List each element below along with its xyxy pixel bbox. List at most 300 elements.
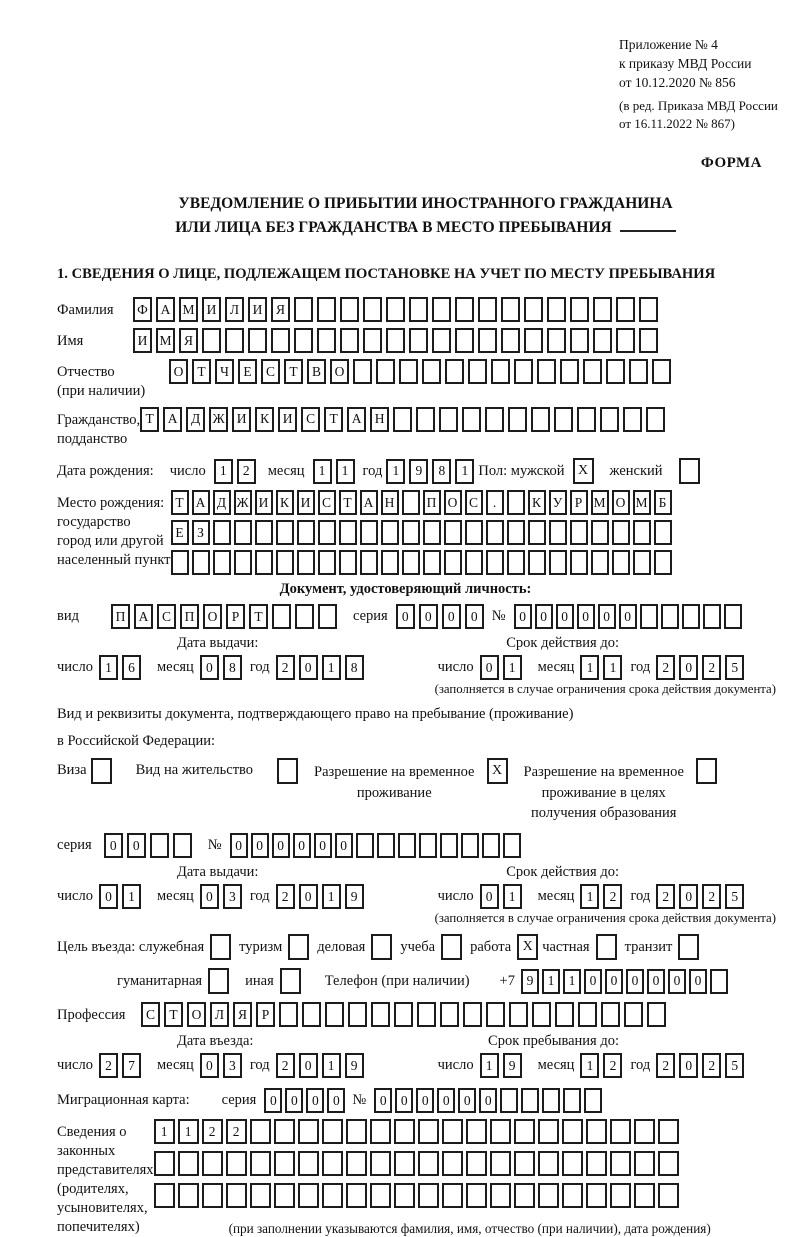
char-box[interactable] bbox=[318, 550, 336, 575]
char-box[interactable] bbox=[507, 520, 525, 545]
char-box[interactable]: 0 bbox=[299, 1053, 318, 1078]
char-box[interactable] bbox=[363, 297, 382, 322]
char-box[interactable]: М bbox=[156, 328, 175, 353]
char-box[interactable] bbox=[549, 550, 567, 575]
char-box[interactable]: 0 bbox=[293, 833, 311, 858]
char-box[interactable] bbox=[591, 550, 609, 575]
char-box[interactable] bbox=[225, 328, 244, 353]
char-box[interactable] bbox=[528, 520, 546, 545]
char-box[interactable] bbox=[629, 359, 648, 384]
char-box[interactable] bbox=[295, 604, 314, 629]
char-box[interactable]: Я bbox=[271, 297, 290, 322]
char-box[interactable]: 0 bbox=[327, 1088, 345, 1113]
char-box[interactable]: 5 bbox=[725, 884, 744, 909]
char-box[interactable] bbox=[393, 407, 412, 432]
purpose-other-checkbox[interactable] bbox=[280, 968, 301, 994]
char-box[interactable] bbox=[276, 550, 294, 575]
char-box[interactable]: 1 bbox=[322, 884, 341, 909]
purpose-study-checkbox[interactable] bbox=[441, 934, 462, 960]
char-box[interactable]: 0 bbox=[465, 604, 484, 629]
char-box[interactable] bbox=[317, 297, 336, 322]
char-box[interactable] bbox=[298, 1183, 319, 1208]
char-box[interactable]: 1 bbox=[563, 969, 581, 994]
char-box[interactable] bbox=[386, 328, 405, 353]
char-box[interactable]: 0 bbox=[230, 833, 248, 858]
char-box[interactable] bbox=[703, 604, 721, 629]
char-box[interactable] bbox=[563, 1088, 581, 1113]
char-box[interactable] bbox=[616, 328, 635, 353]
char-box[interactable] bbox=[547, 297, 566, 322]
char-box[interactable] bbox=[710, 969, 728, 994]
char-box[interactable] bbox=[658, 1183, 679, 1208]
char-box[interactable]: Ч bbox=[215, 359, 234, 384]
char-box[interactable] bbox=[646, 407, 665, 432]
char-box[interactable]: 1 bbox=[122, 884, 141, 909]
char-box[interactable] bbox=[432, 297, 451, 322]
char-box[interactable] bbox=[409, 297, 428, 322]
char-box[interactable] bbox=[508, 407, 527, 432]
char-box[interactable]: 7 bbox=[122, 1053, 141, 1078]
char-box[interactable]: И bbox=[133, 328, 152, 353]
char-box[interactable] bbox=[486, 1002, 505, 1027]
char-box[interactable]: 0 bbox=[335, 833, 353, 858]
char-box[interactable]: 0 bbox=[556, 604, 574, 629]
char-box[interactable]: Т bbox=[324, 407, 343, 432]
char-box[interactable] bbox=[439, 407, 458, 432]
char-box[interactable] bbox=[294, 297, 313, 322]
char-box[interactable] bbox=[466, 1183, 487, 1208]
char-box[interactable] bbox=[255, 550, 273, 575]
char-box[interactable]: 1 bbox=[322, 1053, 341, 1078]
char-box[interactable]: 1 bbox=[603, 655, 622, 680]
char-box[interactable] bbox=[272, 604, 291, 629]
char-box[interactable]: 1 bbox=[336, 459, 355, 484]
char-box[interactable] bbox=[537, 359, 556, 384]
char-box[interactable]: 0 bbox=[395, 1088, 413, 1113]
char-box[interactable] bbox=[318, 604, 337, 629]
char-box[interactable] bbox=[226, 1183, 247, 1208]
char-box[interactable]: 2 bbox=[702, 655, 721, 680]
char-box[interactable] bbox=[271, 328, 290, 353]
char-box[interactable] bbox=[623, 407, 642, 432]
purpose-work-checkbox[interactable]: X bbox=[517, 934, 538, 960]
residence-permit-checkbox[interactable] bbox=[277, 758, 298, 784]
char-box[interactable]: 0 bbox=[396, 604, 415, 629]
char-box[interactable] bbox=[250, 1119, 271, 1144]
char-box[interactable]: Т bbox=[249, 604, 268, 629]
char-box[interactable] bbox=[570, 297, 589, 322]
char-box[interactable]: 1 bbox=[580, 655, 599, 680]
char-box[interactable]: Ф bbox=[133, 297, 152, 322]
char-box[interactable]: О bbox=[330, 359, 349, 384]
char-box[interactable] bbox=[202, 1151, 223, 1176]
char-box[interactable] bbox=[634, 1119, 655, 1144]
char-box[interactable] bbox=[531, 407, 550, 432]
purpose-business-checkbox[interactable] bbox=[371, 934, 392, 960]
char-box[interactable] bbox=[612, 520, 630, 545]
char-box[interactable] bbox=[370, 1151, 391, 1176]
visa-checkbox[interactable] bbox=[91, 758, 112, 784]
char-box[interactable] bbox=[445, 359, 464, 384]
char-box[interactable] bbox=[514, 1183, 535, 1208]
char-box[interactable]: 1 bbox=[503, 655, 522, 680]
char-box[interactable] bbox=[444, 520, 462, 545]
char-box[interactable] bbox=[399, 359, 418, 384]
char-box[interactable] bbox=[482, 833, 500, 858]
char-box[interactable] bbox=[465, 520, 483, 545]
char-box[interactable]: И bbox=[232, 407, 251, 432]
char-box[interactable] bbox=[377, 833, 395, 858]
char-box[interactable] bbox=[339, 550, 357, 575]
char-box[interactable] bbox=[478, 297, 497, 322]
char-box[interactable] bbox=[606, 359, 625, 384]
char-box[interactable]: И bbox=[278, 407, 297, 432]
char-box[interactable] bbox=[654, 520, 672, 545]
char-box[interactable] bbox=[624, 1002, 643, 1027]
char-box[interactable]: 2 bbox=[656, 655, 675, 680]
char-box[interactable]: О bbox=[169, 359, 188, 384]
char-box[interactable] bbox=[171, 550, 189, 575]
char-box[interactable]: Л bbox=[225, 297, 244, 322]
char-box[interactable] bbox=[274, 1183, 295, 1208]
char-box[interactable]: 3 bbox=[223, 1053, 242, 1078]
char-box[interactable]: 0 bbox=[127, 833, 146, 858]
char-box[interactable] bbox=[248, 328, 267, 353]
char-box[interactable] bbox=[255, 520, 273, 545]
char-box[interactable]: Т bbox=[192, 359, 211, 384]
char-box[interactable] bbox=[562, 1119, 583, 1144]
char-box[interactable]: 0 bbox=[647, 969, 665, 994]
char-box[interactable]: К bbox=[528, 490, 546, 515]
char-box[interactable] bbox=[340, 297, 359, 322]
char-box[interactable] bbox=[418, 1183, 439, 1208]
char-box[interactable] bbox=[490, 1151, 511, 1176]
char-box[interactable] bbox=[634, 1151, 655, 1176]
char-box[interactable] bbox=[583, 359, 602, 384]
char-box[interactable] bbox=[213, 550, 231, 575]
char-box[interactable]: 8 bbox=[223, 655, 242, 680]
char-box[interactable]: 0 bbox=[598, 604, 616, 629]
char-box[interactable] bbox=[661, 604, 679, 629]
char-box[interactable]: 0 bbox=[285, 1088, 303, 1113]
char-box[interactable]: 1 bbox=[503, 884, 522, 909]
char-box[interactable]: 1 bbox=[178, 1119, 199, 1144]
char-box[interactable] bbox=[601, 1002, 620, 1027]
char-box[interactable] bbox=[381, 520, 399, 545]
char-box[interactable] bbox=[658, 1151, 679, 1176]
char-box[interactable] bbox=[593, 297, 612, 322]
char-box[interactable]: З bbox=[192, 520, 210, 545]
char-box[interactable]: 0 bbox=[626, 969, 644, 994]
char-box[interactable]: . bbox=[486, 490, 504, 515]
char-box[interactable] bbox=[462, 407, 481, 432]
char-box[interactable]: Е bbox=[171, 520, 189, 545]
char-box[interactable]: П bbox=[180, 604, 199, 629]
char-box[interactable]: К bbox=[255, 407, 274, 432]
char-box[interactable] bbox=[234, 520, 252, 545]
char-box[interactable] bbox=[538, 1119, 559, 1144]
char-box[interactable] bbox=[274, 1151, 295, 1176]
char-box[interactable] bbox=[371, 1002, 390, 1027]
char-box[interactable] bbox=[419, 833, 437, 858]
char-box[interactable] bbox=[584, 1088, 602, 1113]
char-box[interactable] bbox=[297, 550, 315, 575]
char-box[interactable]: 9 bbox=[503, 1053, 522, 1078]
char-box[interactable] bbox=[416, 407, 435, 432]
char-box[interactable] bbox=[600, 407, 619, 432]
char-box[interactable] bbox=[409, 328, 428, 353]
char-box[interactable]: Ж bbox=[209, 407, 228, 432]
char-box[interactable] bbox=[461, 833, 479, 858]
char-box[interactable] bbox=[463, 1002, 482, 1027]
char-box[interactable]: 2 bbox=[702, 884, 721, 909]
char-box[interactable]: 0 bbox=[679, 884, 698, 909]
char-box[interactable]: А bbox=[156, 297, 175, 322]
char-box[interactable] bbox=[294, 328, 313, 353]
char-box[interactable]: 9 bbox=[345, 884, 364, 909]
char-box[interactable] bbox=[213, 520, 231, 545]
char-box[interactable] bbox=[381, 550, 399, 575]
char-box[interactable] bbox=[353, 359, 372, 384]
char-box[interactable] bbox=[612, 550, 630, 575]
char-box[interactable]: Я bbox=[179, 328, 198, 353]
char-box[interactable] bbox=[466, 1119, 487, 1144]
char-box[interactable] bbox=[465, 550, 483, 575]
char-box[interactable] bbox=[486, 550, 504, 575]
char-box[interactable] bbox=[501, 328, 520, 353]
char-box[interactable]: 2 bbox=[99, 1053, 118, 1078]
char-box[interactable] bbox=[486, 520, 504, 545]
char-box[interactable] bbox=[442, 1183, 463, 1208]
char-box[interactable]: 0 bbox=[480, 655, 499, 680]
char-box[interactable] bbox=[490, 1183, 511, 1208]
char-box[interactable]: С bbox=[318, 490, 336, 515]
char-box[interactable] bbox=[521, 1088, 539, 1113]
char-box[interactable] bbox=[340, 328, 359, 353]
char-box[interactable] bbox=[394, 1183, 415, 1208]
char-box[interactable]: 5 bbox=[725, 655, 744, 680]
char-box[interactable]: 1 bbox=[214, 459, 233, 484]
char-box[interactable]: С bbox=[261, 359, 280, 384]
char-box[interactable]: Т bbox=[339, 490, 357, 515]
char-box[interactable]: Т bbox=[164, 1002, 183, 1027]
char-box[interactable] bbox=[610, 1183, 631, 1208]
char-box[interactable]: У bbox=[549, 490, 567, 515]
char-box[interactable]: Я bbox=[233, 1002, 252, 1027]
char-box[interactable]: 2 bbox=[202, 1119, 223, 1144]
char-box[interactable]: Т bbox=[284, 359, 303, 384]
char-box[interactable] bbox=[724, 604, 742, 629]
char-box[interactable]: Н bbox=[381, 490, 399, 515]
char-box[interactable] bbox=[178, 1183, 199, 1208]
char-box[interactable] bbox=[538, 1151, 559, 1176]
char-box[interactable]: 2 bbox=[603, 884, 622, 909]
char-box[interactable] bbox=[500, 1088, 518, 1113]
char-box[interactable]: 0 bbox=[200, 655, 219, 680]
char-box[interactable]: 8 bbox=[345, 655, 364, 680]
char-box[interactable]: 9 bbox=[345, 1053, 364, 1078]
char-box[interactable] bbox=[652, 359, 671, 384]
char-box[interactable] bbox=[554, 407, 573, 432]
char-box[interactable]: 2 bbox=[276, 1053, 295, 1078]
char-box[interactable] bbox=[440, 1002, 459, 1027]
char-box[interactable] bbox=[562, 1183, 583, 1208]
char-box[interactable]: 0 bbox=[514, 604, 532, 629]
char-box[interactable]: 0 bbox=[314, 833, 332, 858]
char-box[interactable] bbox=[376, 359, 395, 384]
char-box[interactable]: 2 bbox=[276, 655, 295, 680]
char-box[interactable] bbox=[577, 407, 596, 432]
char-box[interactable] bbox=[578, 1002, 597, 1027]
char-box[interactable] bbox=[346, 1119, 367, 1144]
char-box[interactable] bbox=[250, 1151, 271, 1176]
char-box[interactable]: 0 bbox=[479, 1088, 497, 1113]
char-box[interactable]: 0 bbox=[577, 604, 595, 629]
char-box[interactable] bbox=[468, 359, 487, 384]
char-box[interactable] bbox=[444, 550, 462, 575]
char-box[interactable] bbox=[402, 550, 420, 575]
char-box[interactable] bbox=[202, 1183, 223, 1208]
char-box[interactable]: О bbox=[612, 490, 630, 515]
char-box[interactable]: Т bbox=[140, 407, 159, 432]
char-box[interactable]: А bbox=[134, 604, 153, 629]
char-box[interactable]: Е bbox=[238, 359, 257, 384]
char-box[interactable]: Р bbox=[256, 1002, 275, 1027]
char-box[interactable] bbox=[562, 1151, 583, 1176]
char-box[interactable]: 1 bbox=[322, 655, 341, 680]
char-box[interactable] bbox=[356, 833, 374, 858]
char-box[interactable] bbox=[639, 328, 658, 353]
char-box[interactable]: 0 bbox=[535, 604, 553, 629]
char-box[interactable]: 0 bbox=[299, 884, 318, 909]
char-box[interactable]: 0 bbox=[605, 969, 623, 994]
char-box[interactable]: 0 bbox=[458, 1088, 476, 1113]
char-box[interactable] bbox=[276, 520, 294, 545]
char-box[interactable] bbox=[570, 328, 589, 353]
char-box[interactable]: 6 bbox=[122, 655, 141, 680]
char-box[interactable] bbox=[402, 490, 420, 515]
char-box[interactable]: А bbox=[163, 407, 182, 432]
char-box[interactable]: 0 bbox=[679, 1053, 698, 1078]
char-box[interactable] bbox=[560, 359, 579, 384]
char-box[interactable]: Р bbox=[570, 490, 588, 515]
char-box[interactable] bbox=[503, 833, 521, 858]
char-box[interactable] bbox=[423, 550, 441, 575]
char-box[interactable]: И bbox=[248, 297, 267, 322]
char-box[interactable]: С bbox=[465, 490, 483, 515]
char-box[interactable]: 9 bbox=[409, 459, 428, 484]
char-box[interactable] bbox=[322, 1119, 343, 1144]
char-box[interactable] bbox=[234, 550, 252, 575]
char-box[interactable]: 5 bbox=[725, 1053, 744, 1078]
char-box[interactable] bbox=[547, 328, 566, 353]
char-box[interactable] bbox=[538, 1183, 559, 1208]
char-box[interactable]: 2 bbox=[226, 1119, 247, 1144]
char-box[interactable] bbox=[616, 297, 635, 322]
char-box[interactable] bbox=[490, 1119, 511, 1144]
char-box[interactable]: 2 bbox=[656, 1053, 675, 1078]
char-box[interactable]: 0 bbox=[374, 1088, 392, 1113]
char-box[interactable]: О bbox=[187, 1002, 206, 1027]
char-box[interactable]: 2 bbox=[276, 884, 295, 909]
char-box[interactable]: Л bbox=[210, 1002, 229, 1027]
char-box[interactable] bbox=[386, 297, 405, 322]
char-box[interactable]: О bbox=[444, 490, 462, 515]
char-box[interactable] bbox=[491, 359, 510, 384]
char-box[interactable] bbox=[639, 297, 658, 322]
char-box[interactable] bbox=[442, 1119, 463, 1144]
sex-female-checkbox[interactable] bbox=[679, 458, 700, 484]
char-box[interactable]: 1 bbox=[480, 1053, 499, 1078]
char-box[interactable]: 0 bbox=[584, 969, 602, 994]
char-box[interactable]: 0 bbox=[104, 833, 123, 858]
char-box[interactable]: 0 bbox=[668, 969, 686, 994]
char-box[interactable]: М bbox=[179, 297, 198, 322]
char-box[interactable] bbox=[654, 550, 672, 575]
char-box[interactable] bbox=[226, 1151, 247, 1176]
char-box[interactable]: С bbox=[301, 407, 320, 432]
char-box[interactable] bbox=[586, 1119, 607, 1144]
char-box[interactable] bbox=[370, 1183, 391, 1208]
temp-permit-checkbox[interactable]: X bbox=[487, 758, 508, 784]
char-box[interactable] bbox=[173, 833, 192, 858]
char-box[interactable] bbox=[455, 297, 474, 322]
char-box[interactable] bbox=[363, 328, 382, 353]
char-box[interactable]: 0 bbox=[99, 884, 118, 909]
char-box[interactable]: 0 bbox=[419, 604, 438, 629]
char-box[interactable]: Ж bbox=[234, 490, 252, 515]
char-box[interactable]: 2 bbox=[656, 884, 675, 909]
char-box[interactable]: 9 bbox=[521, 969, 539, 994]
char-box[interactable] bbox=[192, 550, 210, 575]
char-box[interactable] bbox=[610, 1151, 631, 1176]
char-box[interactable] bbox=[402, 520, 420, 545]
char-box[interactable]: 1 bbox=[99, 655, 118, 680]
char-box[interactable]: 0 bbox=[437, 1088, 455, 1113]
char-box[interactable] bbox=[634, 1183, 655, 1208]
purpose-tourism-checkbox[interactable] bbox=[288, 934, 309, 960]
char-box[interactable] bbox=[346, 1151, 367, 1176]
char-box[interactable]: 0 bbox=[299, 655, 318, 680]
char-box[interactable]: И bbox=[202, 297, 221, 322]
char-box[interactable] bbox=[524, 328, 543, 353]
char-box[interactable] bbox=[455, 328, 474, 353]
char-box[interactable] bbox=[514, 359, 533, 384]
char-box[interactable] bbox=[274, 1119, 295, 1144]
char-box[interactable] bbox=[360, 520, 378, 545]
char-box[interactable]: В bbox=[307, 359, 326, 384]
char-box[interactable] bbox=[640, 604, 658, 629]
char-box[interactable]: Б bbox=[654, 490, 672, 515]
char-box[interactable] bbox=[302, 1002, 321, 1027]
char-box[interactable] bbox=[178, 1151, 199, 1176]
char-box[interactable] bbox=[360, 550, 378, 575]
char-box[interactable] bbox=[394, 1002, 413, 1027]
char-box[interactable] bbox=[586, 1183, 607, 1208]
char-box[interactable]: 0 bbox=[272, 833, 290, 858]
char-box[interactable] bbox=[509, 1002, 528, 1027]
char-box[interactable]: С bbox=[157, 604, 176, 629]
char-box[interactable]: 2 bbox=[237, 459, 256, 484]
char-box[interactable] bbox=[417, 1002, 436, 1027]
char-box[interactable]: 2 bbox=[702, 1053, 721, 1078]
char-box[interactable]: 0 bbox=[251, 833, 269, 858]
char-box[interactable] bbox=[394, 1151, 415, 1176]
char-box[interactable] bbox=[507, 490, 525, 515]
char-box[interactable]: С bbox=[141, 1002, 160, 1027]
char-box[interactable]: Н bbox=[370, 407, 389, 432]
char-box[interactable] bbox=[154, 1183, 175, 1208]
